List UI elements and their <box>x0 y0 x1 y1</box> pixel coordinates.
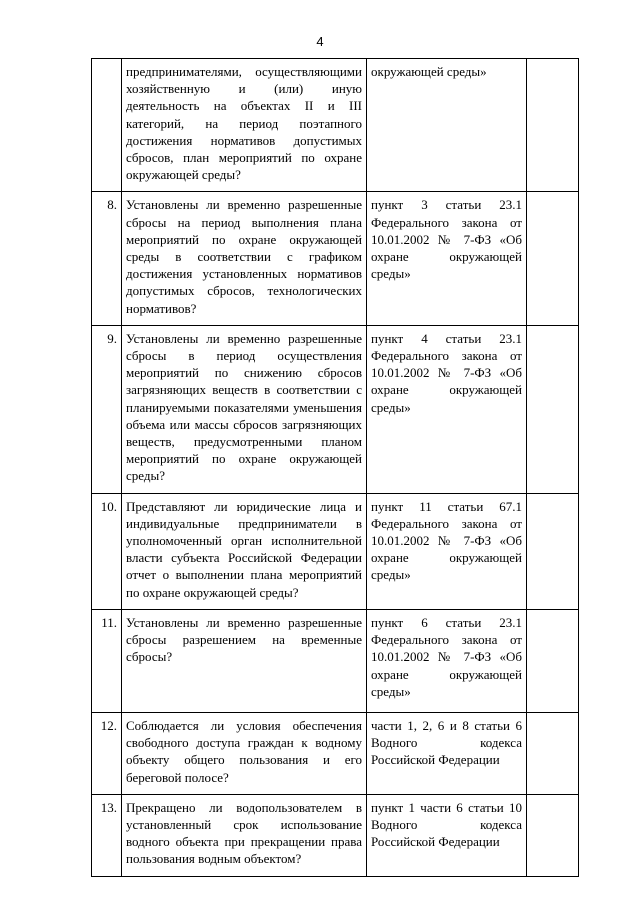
checklist-table <box>91 58 579 877</box>
row-number <box>92 59 122 192</box>
row-number: 10. <box>92 493 122 609</box>
legal-reference-cell: пункт 4 статьи 23.1 Федерального закона от 10.01.2002 № 7-ФЗ «Об охране окружающей среды» <box>367 325 527 493</box>
row-number: 13. <box>92 794 122 876</box>
table-row <box>92 712 579 794</box>
table-row <box>92 493 579 609</box>
legal-reference-cell: пункт 6 статьи 23.1 Федерального закона от 10.01.2002 № 7-ФЗ «Об охране окружающей среды» <box>367 609 527 712</box>
legal-reference-cell: окружающей среды» <box>367 59 527 192</box>
question-cell: Установлены ли временно разрешенные сбросы в период осуществления мероприятий по снижению сбросов загрязняющих веществ в соответствии с планируемыми показателями уменьшения объема или массы сбросов загрязняющих веществ, предусмотренными планом мероприятий по охране окружающей среды? <box>122 325 367 493</box>
answer-cell <box>527 325 579 493</box>
question-cell: Прекращено ли водопользователем в установленный срок использование водного объекта при прекращении права пользования водным объектом? <box>122 794 367 876</box>
answer-cell <box>527 794 579 876</box>
table-row <box>92 59 579 192</box>
table-row <box>92 192 579 325</box>
row-number: 9. <box>92 325 122 493</box>
answer-cell <box>527 712 579 794</box>
answer-cell <box>527 192 579 325</box>
answer-cell <box>527 59 579 192</box>
question-cell: Установлены ли временно разрешенные сбросы на период выполнения плана мероприятий по охране окружающей среды в соответствии с графиком достижения установленных нормативов допустимых сбросов, технологических нормативов? <box>122 192 367 325</box>
row-number: 12. <box>92 712 122 794</box>
legal-reference-cell: пункт 1 части 6 статьи 10 Водного кодекса Российской Федерации <box>367 794 527 876</box>
question-cell: Установлены ли временно разрешенные сбросы разрешением на временные сбросы? <box>122 609 367 712</box>
legal-reference-cell: пункт 3 статьи 23.1 Федерального закона от 10.01.2002 № 7-ФЗ «Об охране окружающей среды» <box>367 192 527 325</box>
legal-reference-cell: пункт 11 статьи 67.1 Федерального закона от 10.01.2002 № 7-ФЗ «Об охране окружающей среды» <box>367 493 527 609</box>
row-number: 8. <box>92 192 122 325</box>
row-number: 11. <box>92 609 122 712</box>
table-row <box>92 325 579 493</box>
table-row <box>92 609 579 712</box>
answer-cell <box>527 609 579 712</box>
legal-reference-cell: части 1, 2, 6 и 8 статьи 6 Водного кодекса Российской Федерации <box>367 712 527 794</box>
question-cell: предпринимателями, осуществляющими хозяйственную и (или) иную деятельность на объектах II и III категорий, на период поэтапного достижения нормативов допустимых сбросов, план мероприятий по охране окружающей среды? <box>122 59 367 192</box>
table-row <box>92 794 579 876</box>
answer-cell <box>527 493 579 609</box>
question-cell: Соблюдается ли условия обеспечения свободного доступа граждан к водному объекту общего пользования и его береговой полосе? <box>122 712 367 794</box>
page-number: 4 <box>316 34 324 49</box>
question-cell: Представляют ли юридические лица и индивидуальные предприниматели в уполномоченный орган исполнительной власти субъекта Российской Федерации отчет о выполнении плана мероприятий по охране окружающей среды? <box>122 493 367 609</box>
